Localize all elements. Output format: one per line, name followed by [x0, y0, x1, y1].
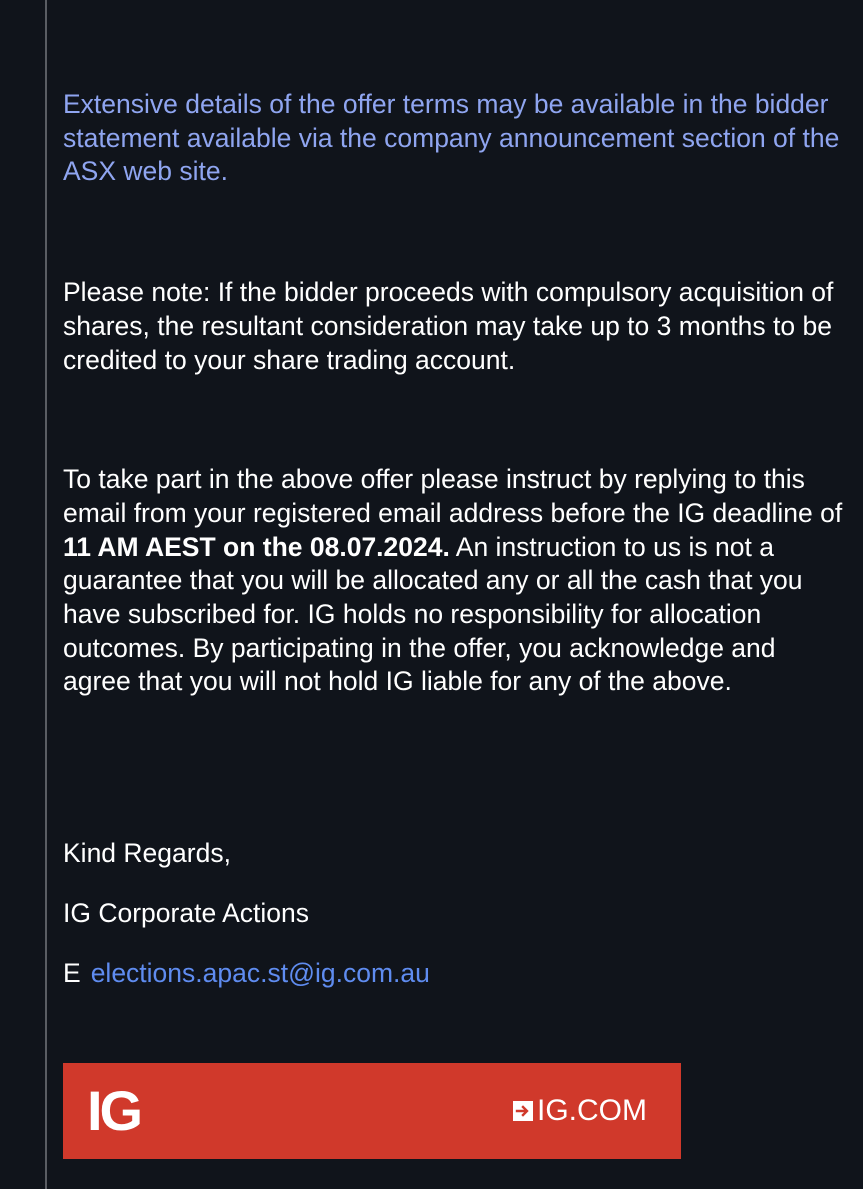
instruction-paragraph	[63, 463, 843, 699]
site-text: IG.COM	[537, 1094, 647, 1127]
ig-banner[interactable]	[63, 1063, 681, 1159]
instruction-text-start: To take part in the above offer please instruct by replying to this email from your registered email address before the IG deadline of	[63, 464, 843, 528]
please-note-paragraph: Please note: If the bidder proceeds with compulsory acquisition of shares, the resultant consideration may take up to 3 months to be credited to your share trading account.	[63, 277, 834, 375]
signoff-text: Kind Regards,	[63, 838, 231, 869]
quote-divider-line	[45, 0, 47, 1189]
ig-logo: IG	[87, 1079, 141, 1142]
asx-details-paragraph: Extensive details of the offer terms may be available in the bidder statement available via the company announcement section of the ASX web site.	[63, 89, 840, 187]
email-prefix-label: E	[63, 958, 81, 989]
email-contact-row	[63, 957, 843, 990]
email-body	[63, 88, 843, 990]
instruction-text-end: An instruction to us is not a guarantee that you will be allocated any or all the cash that you have subscribed for. IG holds no responsibility for allocation outcomes. By participating in the offer, you acknowledge and agree that you will not hold IG liable for any of the above.	[63, 531, 803, 697]
arrow-right-icon	[513, 1101, 533, 1121]
deadline-text: 11 AM AEST on the 08.07.2024.	[63, 531, 450, 562]
ig-site-link[interactable]	[513, 1093, 647, 1129]
email-address-link[interactable]: elections.apac.st@ig.com.au	[90, 958, 430, 989]
team-name: IG Corporate Actions	[63, 898, 309, 929]
